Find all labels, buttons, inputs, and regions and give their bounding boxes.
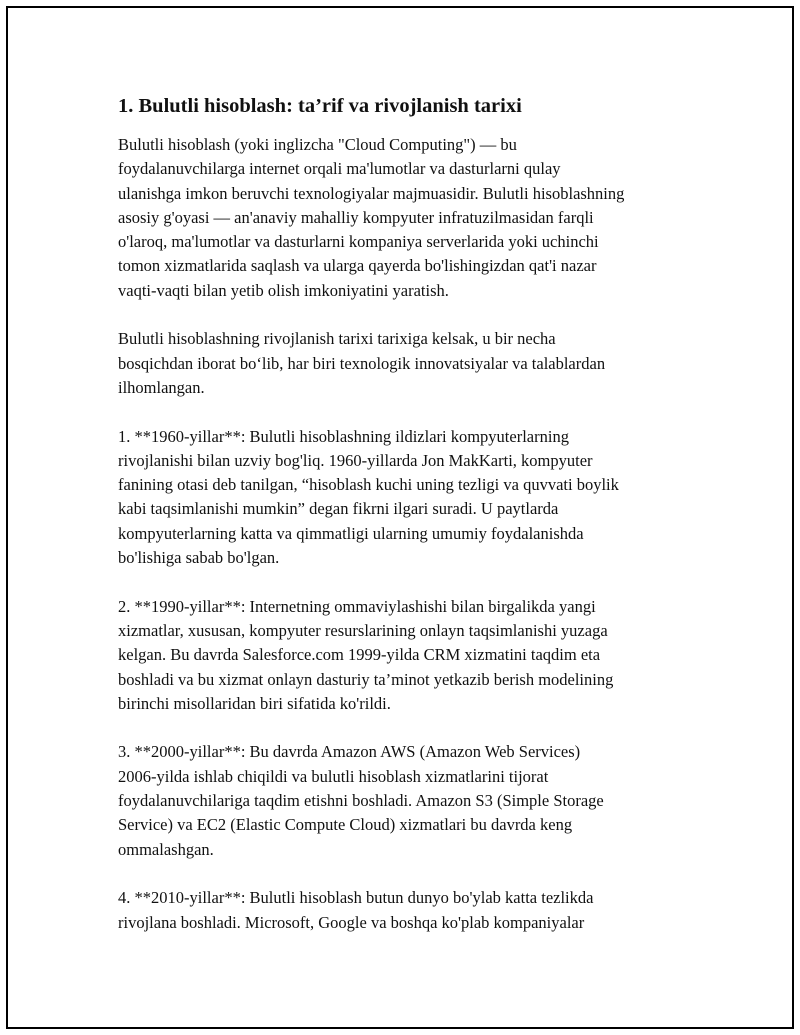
document-body	[118, 93, 698, 959]
text-line: Bulutli hisoblashning rivojlanish tarixi tarixiga kelsak, u bir necha	[118, 329, 556, 349]
text-line: foydalanuvchilariga taqdim etishni boshladi. Amazon S3 (Simple Storage	[118, 791, 604, 811]
text-line: tomon xizmatlarida saqlash va ularga qayerda bo'lishingizdan qat'i nazar	[118, 256, 597, 276]
text-line: ilhomlangan.	[118, 377, 205, 397]
text-line: ulanishga imkon beruvchi texnologiyalar majmuasidir. Bulutli hisoblashning	[118, 183, 625, 203]
text-line: o'laroq, ma'lumotlar va dasturlarni kompaniya serverlarida yoki uchinchi	[118, 232, 599, 252]
text-line: 4. **2010-yillar**: Bulutli hisoblash butun dunyo bo'ylab katta tezlikda	[118, 888, 594, 908]
paragraph-definition	[118, 133, 698, 303]
text-line: 1. **1960-yillar**: Bulutli hisoblashning ildizlari kompyuterlarning	[118, 426, 569, 446]
paragraph-1960s	[118, 425, 698, 571]
text-line: rivojlanishi bilan uzviy bog'liq. 1960-yillarda Jon MakKarti, kompyuter	[118, 450, 593, 470]
text-line: xizmatlar, xususan, kompyuter resurslarining onlayn taqsimlanishi yuzaga	[118, 620, 608, 640]
paragraph-history-intro	[118, 327, 698, 400]
text-line: kabi taqsimlanishi mumkin” degan fikrni ilgari suradi. U paytlarda	[118, 499, 559, 519]
text-line: birinchi misollaridan biri sifatida ko'rildi.	[118, 693, 391, 713]
text-line: kelgan. Bu davrda Salesforce.com 1999-yilda CRM xizmatini taqdim eta	[118, 645, 601, 665]
text-line: rivojlana boshladi. Microsoft, Google va boshqa ko'plab kompaniyalar	[118, 912, 585, 932]
text-line: bosqichdan iborat bo‘lib, har biri texnologik innovatsiyalar va talablardan	[118, 353, 606, 373]
text-line: Service) va EC2 (Elastic Compute Cloud) xizmatlari bu davrda keng	[118, 815, 573, 835]
text-line: boshladi va bu xizmat onlayn dasturiy ta’minot yetkazib berish modelining	[118, 669, 614, 689]
paragraph-2010s	[118, 886, 698, 935]
section-heading: 1. Bulutli hisoblash: ta’rif va rivojlanish tarixi	[118, 95, 522, 117]
text-line: 3. **2000-yillar**: Bu davrda Amazon AWS (Amazon Web Services)	[118, 742, 581, 762]
paragraph-2000s	[118, 740, 698, 861]
paragraph-1990s	[118, 595, 698, 716]
text-line: foydalanuvchilarga internet orqali ma'lumotlar va dasturlarni qulay	[118, 159, 561, 179]
text-line: Bulutli hisoblash (yoki inglizcha "Cloud Computing") — bu	[118, 135, 517, 154]
text-line: kompyuterlarning katta va qimmatligi ularning umumiy foydalanishda	[118, 523, 584, 543]
text-line: fanining otasi deb tanilgan, “hisoblash kuchi uning tezligi va quvvati boylik	[118, 475, 619, 495]
text-line: ommalashgan.	[118, 839, 214, 859]
text-line: 2006-yilda ishlab chiqildi va bulutli hisoblash xizmatlarini tijorat	[118, 766, 549, 786]
text-line: asosiy g'oyasi — an'anaviy mahalliy kompyuter infratuzilmasidan farqli	[118, 207, 594, 227]
text-line: bo'lishiga sabab bo'lgan.	[118, 548, 280, 568]
text-line: 2. **1990-yillar**: Internetning ommaviylashishi bilan birgalikda yangi	[118, 596, 596, 616]
text-line: vaqti-vaqti bilan yetib olish imkoniyatini yaratish.	[118, 280, 449, 300]
